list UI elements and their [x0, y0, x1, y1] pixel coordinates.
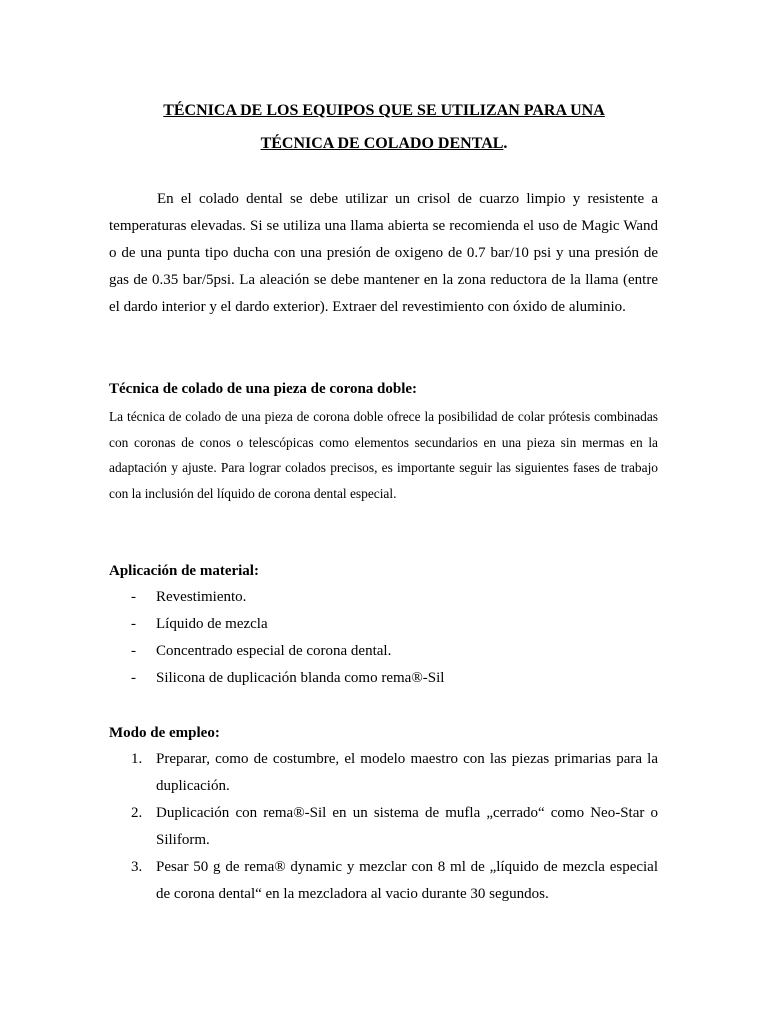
list-item [109, 665, 658, 692]
list-number: 1. [131, 751, 143, 767]
list-item-text: Duplicación con rema®-Sil en un sistema de mufla „cerrado“ como Neo-Star o Siliform. [156, 805, 658, 848]
section-heading-modo-empleo: Modo de empleo: [109, 725, 220, 741]
list-item-text: Líquido de mezcla [156, 616, 268, 632]
list-bullet: - [131, 670, 136, 686]
list-bullet: - [131, 616, 136, 632]
list-bullet: - [131, 589, 136, 605]
list-item-text: Pesar 50 g de rema® dynamic y mezclar con 8 ml de „líquido de mezcla especial de corona dental“ en la mezcladora al vacio durante 30 segundos. [156, 859, 658, 902]
list-number: 3. [131, 859, 143, 875]
list-number: 2. [131, 805, 143, 821]
corona-doble-paragraph: La técnica de colado de una pieza de corona doble ofrece la posibilidad de colar prótesis combinadas con coronas de conos o telescópicas como elementos secundarios en una pieza sin mermas en la adaptación y ajuste. Para lograr colados precisos, es importante seguir las siguientes fases de trabajo con la inclusión del líquido de corona dental especial. [109, 409, 658, 501]
list-item [109, 584, 658, 611]
list-item-text: Silicona de duplicación blanda como rema®-Sil [156, 670, 445, 686]
list-item [109, 638, 658, 665]
list-item [109, 854, 658, 908]
list-item [109, 611, 658, 638]
title-line-1-text: TÉCNICA DE LOS EQUIPOS QUE SE UTILIZAN PARA UNA [163, 102, 605, 119]
material-list [109, 584, 658, 692]
title-line-2-period: . [503, 135, 508, 152]
list-item-text: Preparar, como de costumbre, el modelo maestro con las piezas primarias para la duplicación. [156, 751, 658, 794]
list-item-text: Revestimiento. [156, 589, 247, 605]
title-line-2-text: TÉCNICA DE COLADO DENTAL [260, 135, 504, 152]
section-heading-corona-doble: Técnica de colado de una pieza de corona doble: [109, 381, 418, 397]
document-title-line-1 [100, 101, 668, 121]
intro-paragraph: En el colado dental se debe utilizar un crisol de cuarzo limpio y resistente a temperaturas elevadas. Si se utiliza una llama abierta se recomienda el uso de Magic Wand o de una punta tipo ducha con una presión de oxigeno de 0.7 bar/10 psi y una presión de gas de 0.35 bar/5psi. La aleación se debe mantener en la zona reductora de la llama (entre el dardo interior y el dardo exterior). Extraer del revestimiento con óxido de aluminio. [109, 191, 658, 315]
section-heading-aplicacion-material: Aplicación de material: [109, 563, 259, 579]
list-item-text: Concentrado especial de corona dental. [156, 643, 392, 659]
list-bullet: - [131, 643, 136, 659]
list-item [109, 746, 658, 800]
list-item [109, 800, 658, 854]
document-title-line-2 [100, 134, 668, 154]
instructions-list [109, 746, 658, 908]
